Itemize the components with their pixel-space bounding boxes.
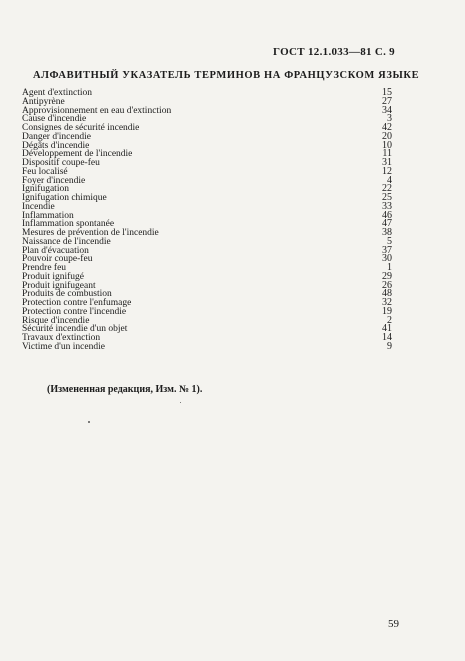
amendment-note: (Измененная редакция, Изм. № 1). [47, 384, 203, 395]
index-term-number: 33 [382, 200, 392, 212]
index-term-number: 26 [382, 279, 392, 291]
index-term-number: 48 [382, 288, 392, 300]
index-term-number: 30 [382, 253, 392, 265]
index-term: Développement de l'incendie [22, 149, 133, 160]
index-term: Dégâts d'incendie [22, 140, 90, 151]
index-term: Approvisionnement en eau d'extinction [22, 105, 172, 116]
index-term: Danger d'incendie [22, 131, 91, 142]
print-speck [88, 421, 90, 423]
index-term-number: 9 [387, 340, 392, 352]
index-term-number: 38 [382, 227, 392, 238]
index-term-number: 19 [382, 305, 392, 317]
index-term-number: 22 [382, 183, 392, 195]
index-term: Dispositif coupe-feu [22, 158, 100, 168]
index-entry [22, 159, 392, 168]
index-term: Protection contre l'enfumage [22, 298, 132, 308]
index-term: Pouvoir coupe-feu [22, 254, 93, 265]
index-term: Ignifugation chimique [22, 193, 107, 203]
index-term: Cause d'incendie [22, 114, 87, 125]
index-term-number: 14 [382, 332, 392, 343]
index-term-number: 3 [387, 113, 392, 125]
index-term: Risque d'incendie [22, 315, 90, 326]
index-term-number: 25 [382, 192, 392, 203]
index-term-number: 27 [382, 95, 392, 107]
index-term: Consignes de sécurité incendie [22, 123, 140, 133]
index-term-number: 31 [382, 157, 392, 168]
index-term-number: 20 [382, 130, 392, 142]
document-header: ГОСТ 12.1.033—81 С. 9 [273, 46, 395, 58]
index-term-number: 1 [387, 262, 392, 273]
index-term-number: 42 [382, 122, 392, 133]
index-term-number: 11 [382, 148, 392, 160]
index-term-number: 15 [382, 87, 392, 98]
index-term-number: 47 [382, 218, 392, 230]
index-term-number: 46 [382, 209, 392, 221]
index-term: Produit ignifugeant [22, 280, 96, 291]
index-entry [22, 340, 392, 352]
term-index-list [22, 89, 392, 352]
index-entry [22, 255, 392, 264]
index-term: Ignifugation [22, 184, 69, 195]
index-term: Prendre feu [22, 263, 67, 273]
index-term-number: 37 [382, 244, 392, 256]
index-term: Plan d'évacuation [22, 245, 89, 256]
index-term: Protection contre l'incendie [22, 306, 127, 317]
index-entry [22, 200, 392, 212]
index-term-number: 2 [387, 314, 392, 326]
index-term: Sécurité incendie d'un objet [22, 324, 128, 335]
index-term-number: 10 [382, 139, 392, 151]
index-term: Antipyrène [22, 96, 65, 107]
index-term-number: 4 [387, 174, 392, 186]
index-term: Foyer d'incendie [22, 175, 86, 186]
index-term-number: 5 [387, 235, 392, 247]
index-entry [22, 194, 392, 203]
index-term-number: 41 [382, 323, 392, 335]
index-term: Inflammation spontanée [22, 219, 115, 230]
index-term: Mesures de prévention de l'incendie [22, 228, 159, 238]
index-term: Inflammation [22, 210, 74, 221]
index-term-number: 32 [382, 297, 392, 308]
index-term: Naissance de l'incendie [22, 236, 111, 247]
index-entry [22, 174, 392, 186]
index-term: Travaux d'extinction [22, 333, 101, 343]
index-term-number: 34 [382, 104, 392, 116]
index-term: Agent d'extinction [22, 88, 93, 98]
index-term: Victime d'un incendie [22, 341, 105, 352]
index-term: Feu localisé [22, 166, 68, 177]
index-title: АЛФАВИТНЫЙ УКАЗАТЕЛЬ ТЕРМИНОВ НА ФРАНЦУЗСКОМ ЯЗЫКЕ [33, 70, 420, 81]
print-speck [180, 402, 181, 403]
index-term: Produits de combustion [22, 289, 112, 300]
page-number: 59 [388, 618, 399, 630]
index-term: Incendie [22, 201, 55, 212]
index-term-number: 29 [382, 270, 392, 282]
index-term-number: 12 [382, 165, 392, 177]
index-term: Produit ignifugé [22, 271, 85, 282]
index-entry [22, 89, 392, 98]
